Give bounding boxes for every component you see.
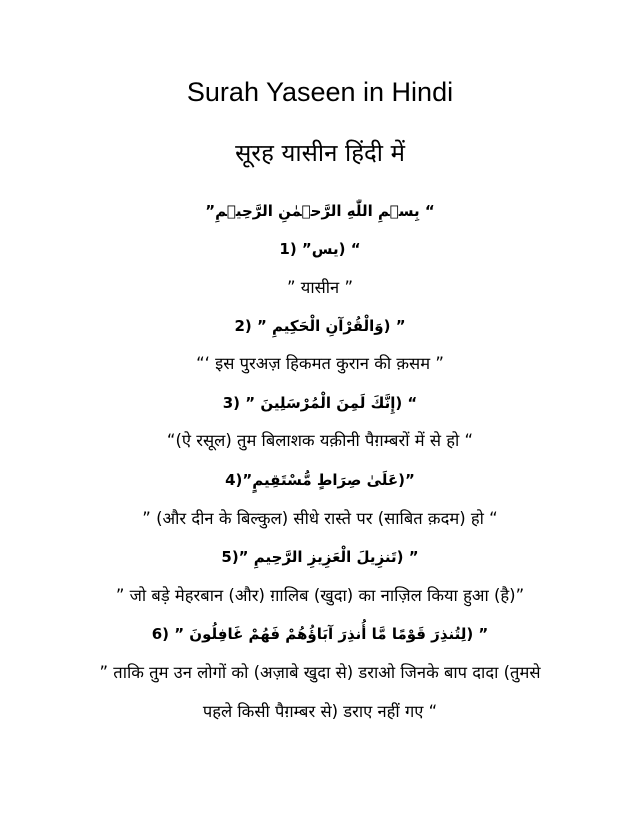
page-title: Surah Yaseen in Hindi: [186, 77, 454, 107]
verse-1-hindi: ” यासीन ”: [286, 278, 353, 297]
verse-2-arabic: ” (وَالْقُرْآنِ الْحَكِيمِ ” (2: [234, 317, 406, 335]
verse-3-hindi: “(ऐ रसूल) तुम बिलाशक यक़ीनी पैग़म्बरों में से हो “: [166, 431, 474, 450]
verse-6-hindi: ” ताकि तुम उन लोगों को (अज़ाबे खुदा से) डराओ जिनके बाप दादा (तुमसे: [99, 663, 541, 682]
verse-6-hindi-continued: पहले किसी पैग़म्बर से) डराए नहीं गए “: [202, 702, 438, 721]
verse-2-hindi: “‘ इस पुरअज़ हिकमत कुरान की क़सम ”: [196, 354, 444, 373]
page-subtitle: सूरह यासीन हिंदी में: [235, 139, 405, 167]
verse-bismillah-arabic: “ بِسۡمِ اللّٰهِ الرَّحۡمٰنِ الرَّحِيۡمِ”: [205, 202, 435, 220]
verse-6-arabic: ” (لِتُنذِرَ قَوْمًا مَّا أُنذِرَ آبَاؤُهُمْ فَهُمْ غَافِلُونَ ” (6: [151, 625, 489, 643]
verse-4-arabic: ”(عَلَىٰ صِرَاطٍ مُّسْتَقِيمٍ”(4: [225, 471, 415, 489]
verse-3-arabic: “ (إِنَّكَ لَمِنَ الْمُرْسَلِينَ ” (3: [222, 394, 418, 412]
verse-5-arabic: ” (تَنزِيلَ الْعَزِيزِ الرَّحِيمِ ”(5: [221, 548, 419, 566]
verse-1-arabic: “ (يس” (1: [279, 240, 361, 258]
verse-4-hindi: ” (और दीन के बिल्कुल) सीधे रास्ते पर (साबित क़दम) हो “: [142, 509, 498, 528]
verse-5-hindi: ” जो बड़े मेहरबान (और) ग़ालिब (खुदा) का नाज़िल किया हुआ (है)”: [115, 586, 525, 605]
